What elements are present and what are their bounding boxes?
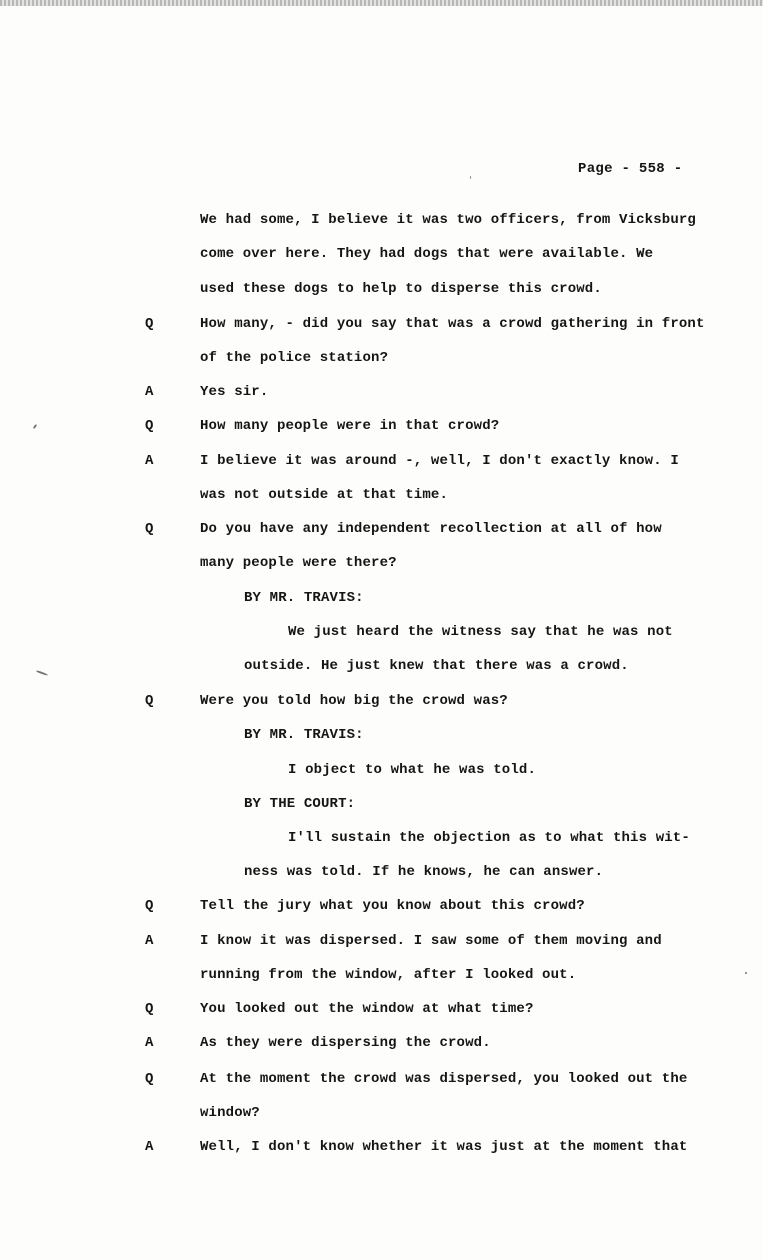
speaker-heading: BY THE COURT: xyxy=(244,796,356,812)
transcript-line: used these dogs to help to disperse this crowd. xyxy=(200,281,602,297)
transcript-line: Do you have any independent recollection at all of how xyxy=(200,521,662,537)
speaker-heading: BY MR. TRAVIS: xyxy=(244,590,364,606)
speaker-label: Q xyxy=(145,521,154,537)
speaker-label: A xyxy=(145,1035,154,1051)
scan-top-edge xyxy=(0,0,763,6)
scan-speck xyxy=(470,176,471,179)
transcript-line: As they were dispersing the crowd. xyxy=(200,1035,491,1051)
scan-speck xyxy=(33,424,38,429)
scan-speck xyxy=(36,670,48,676)
transcript-line: We just heard the witness say that he was not xyxy=(288,624,673,640)
speaker-label: A xyxy=(145,384,154,400)
transcript-line: many people were there? xyxy=(200,555,397,571)
speaker-label: A xyxy=(145,933,154,949)
transcript-line: I object to what he was told. xyxy=(288,762,536,778)
page-number: Page - 558 - xyxy=(578,161,683,177)
transcript-line: You looked out the window at what time? xyxy=(200,1001,534,1017)
transcript-line: outside. He just knew that there was a crowd. xyxy=(244,658,629,674)
transcript-line: running from the window, after I looked out. xyxy=(200,967,577,983)
transcript-line: ness was told. If he knows, he can answer. xyxy=(244,864,604,880)
transcript-line: I'll sustain the objection as to what this wit- xyxy=(288,830,690,846)
transcript-line: come over here. They had dogs that were available. We xyxy=(200,246,654,262)
speaker-label: Q xyxy=(145,1001,154,1017)
transcript-line: of the police station? xyxy=(200,350,389,366)
speaker-label: Q xyxy=(145,316,154,332)
speaker-heading: BY MR. TRAVIS: xyxy=(244,727,364,743)
transcript-line: At the moment the crowd was dispersed, you looked out the xyxy=(200,1071,688,1087)
transcript-line: We had some, I believe it was two officers, from Vicksburg xyxy=(200,212,696,228)
speaker-label: Q xyxy=(145,1071,154,1087)
transcript-line: Were you told how big the crowd was? xyxy=(200,693,508,709)
transcript-line: window? xyxy=(200,1105,260,1121)
transcript-line: How many people were in that crowd? xyxy=(200,418,500,434)
speaker-label: Q xyxy=(145,418,154,434)
speaker-label: Q xyxy=(145,693,154,709)
transcript-line: How many, - did you say that was a crowd gathering in front xyxy=(200,316,705,332)
transcript-line: Well, I don't know whether it was just at the moment that xyxy=(200,1139,688,1155)
scan-speck xyxy=(745,972,747,974)
transcript-line: I believe it was around -, well, I don't exactly know. I xyxy=(200,453,679,469)
speaker-label: Q xyxy=(145,898,154,914)
transcript-line: Yes sir. xyxy=(200,384,269,400)
speaker-label: A xyxy=(145,1139,154,1155)
speaker-label: A xyxy=(145,453,154,469)
transcript-line: was not outside at that time. xyxy=(200,487,448,503)
transcript-line: Tell the jury what you know about this crowd? xyxy=(200,898,585,914)
transcript-line: I know it was dispersed. I saw some of them moving and xyxy=(200,933,662,949)
